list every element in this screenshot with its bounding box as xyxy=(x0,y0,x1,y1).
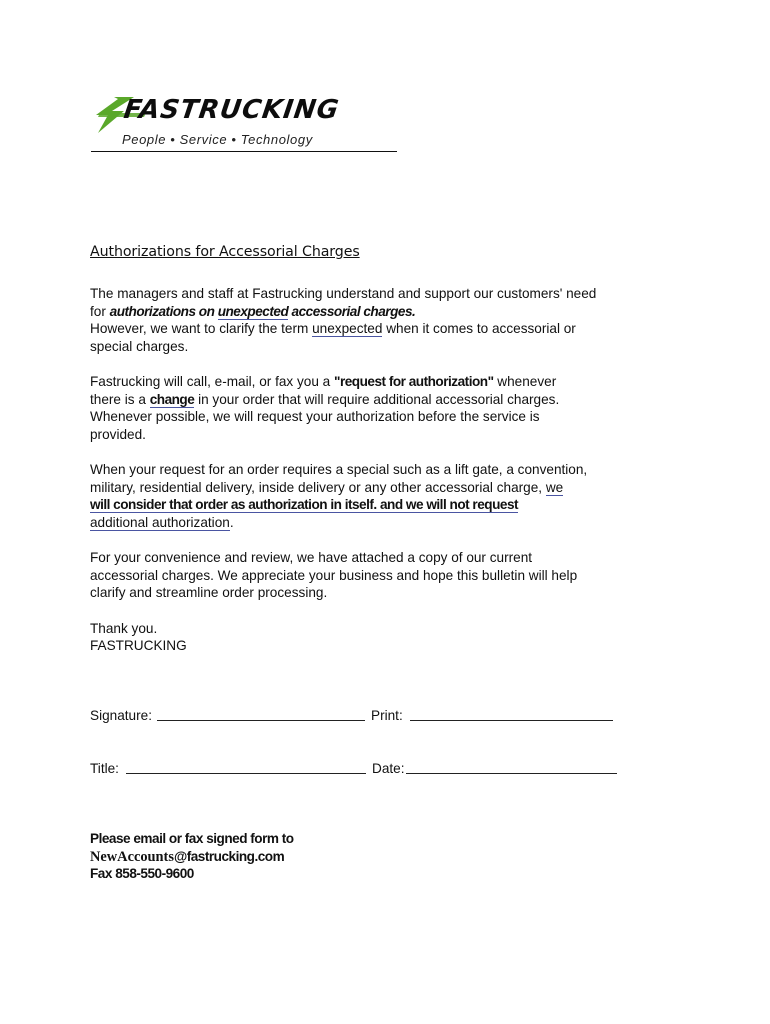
para2-line2 xyxy=(90,391,559,409)
para2-line1 xyxy=(90,373,556,391)
footer-email xyxy=(90,848,284,867)
print-name-field[interactable] xyxy=(410,720,613,721)
para1-line2-bold-end: accessorial charges. xyxy=(288,304,416,319)
para2-line1-suffix: whenever xyxy=(493,374,557,389)
para1-line3-prefix: However, we want to clarify the term xyxy=(90,321,313,336)
para3-line4-suffix: . xyxy=(229,515,234,530)
signature-field[interactable] xyxy=(157,720,365,721)
para3-line4-underlined: additional authorization xyxy=(90,515,230,530)
logo-tagline: People • Service • Technology xyxy=(122,132,313,147)
para2-line1-prefix: Fastrucking will call, e-mail, or fax you a xyxy=(90,374,335,389)
date-label: Date: xyxy=(372,761,405,776)
closing-thanks: Thank you. xyxy=(90,621,158,636)
print-label: Print: xyxy=(371,708,403,723)
date-field[interactable] xyxy=(406,773,617,774)
title-label: Title: xyxy=(90,761,119,776)
para3-line1: When your request for an order requires a special such as a lift gate, a convention, xyxy=(90,462,588,477)
para2-line2-underlined: change xyxy=(149,392,195,407)
footer-email-user: NewAccounts xyxy=(90,849,174,865)
para1-line3-suffix: when it comes to accessorial or xyxy=(382,321,576,336)
document-title: Authorizations for Accessorial Charges xyxy=(90,244,360,260)
para1-line2 xyxy=(90,303,415,321)
para3-line3-underlined: will consider that order as authorization in itself. and we will not request xyxy=(90,497,519,512)
para2-line1-bold: "request for authorization" xyxy=(334,374,494,389)
para1-line2-bold: authorizations on xyxy=(109,304,218,319)
para1-line2-underlined: unexpected xyxy=(217,304,289,319)
logo-divider xyxy=(91,151,397,152)
para4-line2: accessorial charges. We appreciate your business and hope this bulletin will help xyxy=(90,568,578,583)
para1-line1: The managers and staff at Fastrucking understand and support our customers' need xyxy=(90,286,597,301)
footer-instruction: Please email or fax signed form to xyxy=(90,831,294,846)
para3-line3 xyxy=(90,496,518,514)
closing-company: FASTRUCKING xyxy=(90,638,187,653)
para3-line4 xyxy=(90,514,234,532)
para3-line2-underlined: we xyxy=(545,480,564,495)
para3-line2-prefix: military, residential delivery, inside delivery or any other accessorial charge, xyxy=(90,480,546,495)
signature-label: Signature: xyxy=(90,708,152,723)
logo-wordmark: FASTRUCKING xyxy=(121,95,342,125)
para1-line4: special charges. xyxy=(90,339,189,354)
para1-line3-underlined: unexpected xyxy=(312,321,383,336)
para4-line3: clarify and streamline order processing. xyxy=(90,585,328,600)
footer-email-domain: @fastrucking.com xyxy=(173,849,285,864)
para2-line2-prefix: there is a xyxy=(90,392,150,407)
footer-fax: Fax 858-550-9600 xyxy=(90,866,194,881)
para4-line1: For your convenience and review, we have attached a copy of our current xyxy=(90,550,533,565)
para1-line3 xyxy=(90,320,576,338)
fastrucking-logo xyxy=(94,93,398,157)
para1-line2-prefix: for xyxy=(90,304,110,319)
para2-line2-suffix: in your order that will require additional accessorial charges. xyxy=(194,392,560,407)
para2-line3: Whenever possible, we will request your authorization before the service is xyxy=(90,409,540,424)
title-field[interactable] xyxy=(126,773,366,774)
para3-line2 xyxy=(90,479,563,497)
para2-line4: provided. xyxy=(90,427,146,442)
